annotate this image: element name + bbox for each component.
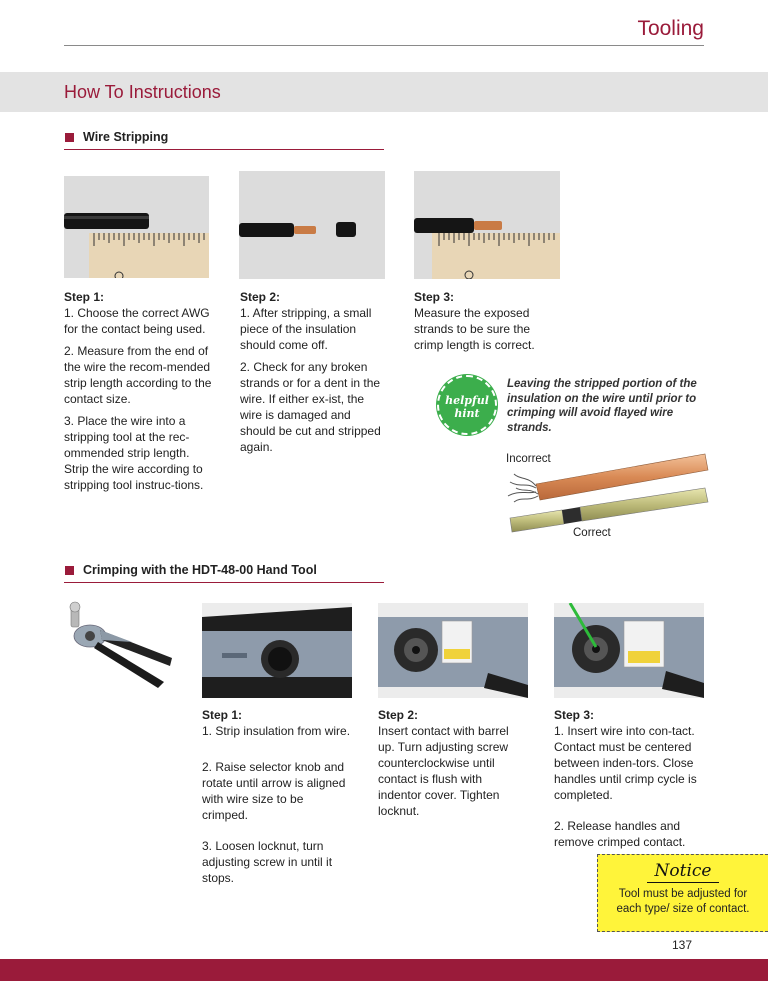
incorrect-label: Incorrect (506, 453, 551, 465)
strip-step2-photo (239, 171, 385, 279)
strip-step1-photo (64, 176, 209, 278)
step-title: Step 3: (554, 708, 595, 722)
step-paragraph: 3. Place the wire into a stripping tool at the rec-ommended strip length. Strip the wire according to stripping tool instruc-tions. (64, 414, 204, 492)
hint-badge-line1: helpful (445, 394, 489, 407)
notice-title: Notice (647, 861, 720, 883)
step-title: Step 1: (64, 290, 105, 304)
crimp-step-1 (202, 707, 352, 892)
crimp-step1-photo (202, 603, 352, 698)
step-paragraph: 2. Raise selector knob and rotate until arrow is aligned with wire size to be crimped. (202, 760, 346, 822)
wire-stripping-heading-text: Wire Stripping (83, 130, 169, 144)
strip-step-3 (414, 289, 554, 359)
footer-bar (0, 959, 768, 981)
step-title: Step 2: (378, 708, 419, 722)
hand-tool-photo-icon (62, 600, 182, 690)
square-bullet-icon (65, 566, 74, 575)
hint-badge-line2: hint (454, 407, 480, 420)
crimp-step-3 (554, 707, 704, 856)
helpful-hint-badge-icon (437, 375, 497, 435)
section-band (0, 72, 768, 112)
notice-box (597, 854, 768, 932)
correct-label: Correct (573, 527, 611, 539)
step-paragraph: 1. After stripping, a small piece of the insulation should come off. (240, 306, 372, 352)
crimp-step2-photo (378, 603, 528, 698)
step-title: Step 2: (240, 290, 281, 304)
notice-text: Tool must be adjusted for each type/ size of contact. (616, 888, 750, 915)
step-title: Step 3: (414, 290, 455, 304)
step-paragraph: 2. Measure from the end of the wire the recom-mended strip length according to the contact size. (64, 344, 212, 406)
strip-step3-photo (414, 171, 560, 279)
wire-comparison-illustration (500, 448, 710, 534)
crimp-step3-photo (554, 603, 704, 698)
step-paragraph: 1. Strip insulation from wire. (202, 724, 351, 738)
step-paragraph: Insert contact with barrel up. Turn adjusting screw counterclockwise until contact is flush with indentor cover. Tighten locknut. (378, 724, 509, 818)
hint-text: Leaving the stripped portion of the insulation on the wire until prior to crimping will avoid flayed wire strands. (507, 378, 697, 434)
step-paragraph: Measure the exposed strands to be sure the crimp length is correct. (414, 306, 535, 352)
strip-step-2 (240, 289, 388, 461)
section-title: How To Instructions (64, 82, 221, 102)
crimping-heading (64, 563, 384, 583)
step-paragraph: 1. Insert wire into con-tact. Contact must be centered between inden-tors. Close handles until crimp cycle is completed. (554, 724, 697, 802)
step-title: Step 1: (202, 708, 243, 722)
step-paragraph: 2. Release handles and remove crimped contact. (554, 819, 686, 849)
header-rule (64, 45, 704, 46)
crimp-step-2 (378, 707, 528, 825)
step-paragraph: 3. Loosen locknut, turn adjusting screw in until it stops. (202, 839, 333, 885)
crimping-heading-text: Crimping with the HDT-48-00 Hand Tool (83, 563, 317, 577)
step-paragraph: 2. Check for any broken strands or for a dent in the wire. If either ex-ist, the wire is damaged and should be cut and stripped again. (240, 360, 381, 454)
page-number: 137 (672, 938, 693, 952)
strip-step-1 (64, 289, 214, 499)
square-bullet-icon (65, 133, 74, 142)
step-paragraph: 1. Choose the correct AWG for the contact being used. (64, 306, 210, 336)
page-header-title: Tooling (637, 17, 704, 40)
wire-stripping-heading (64, 130, 384, 150)
